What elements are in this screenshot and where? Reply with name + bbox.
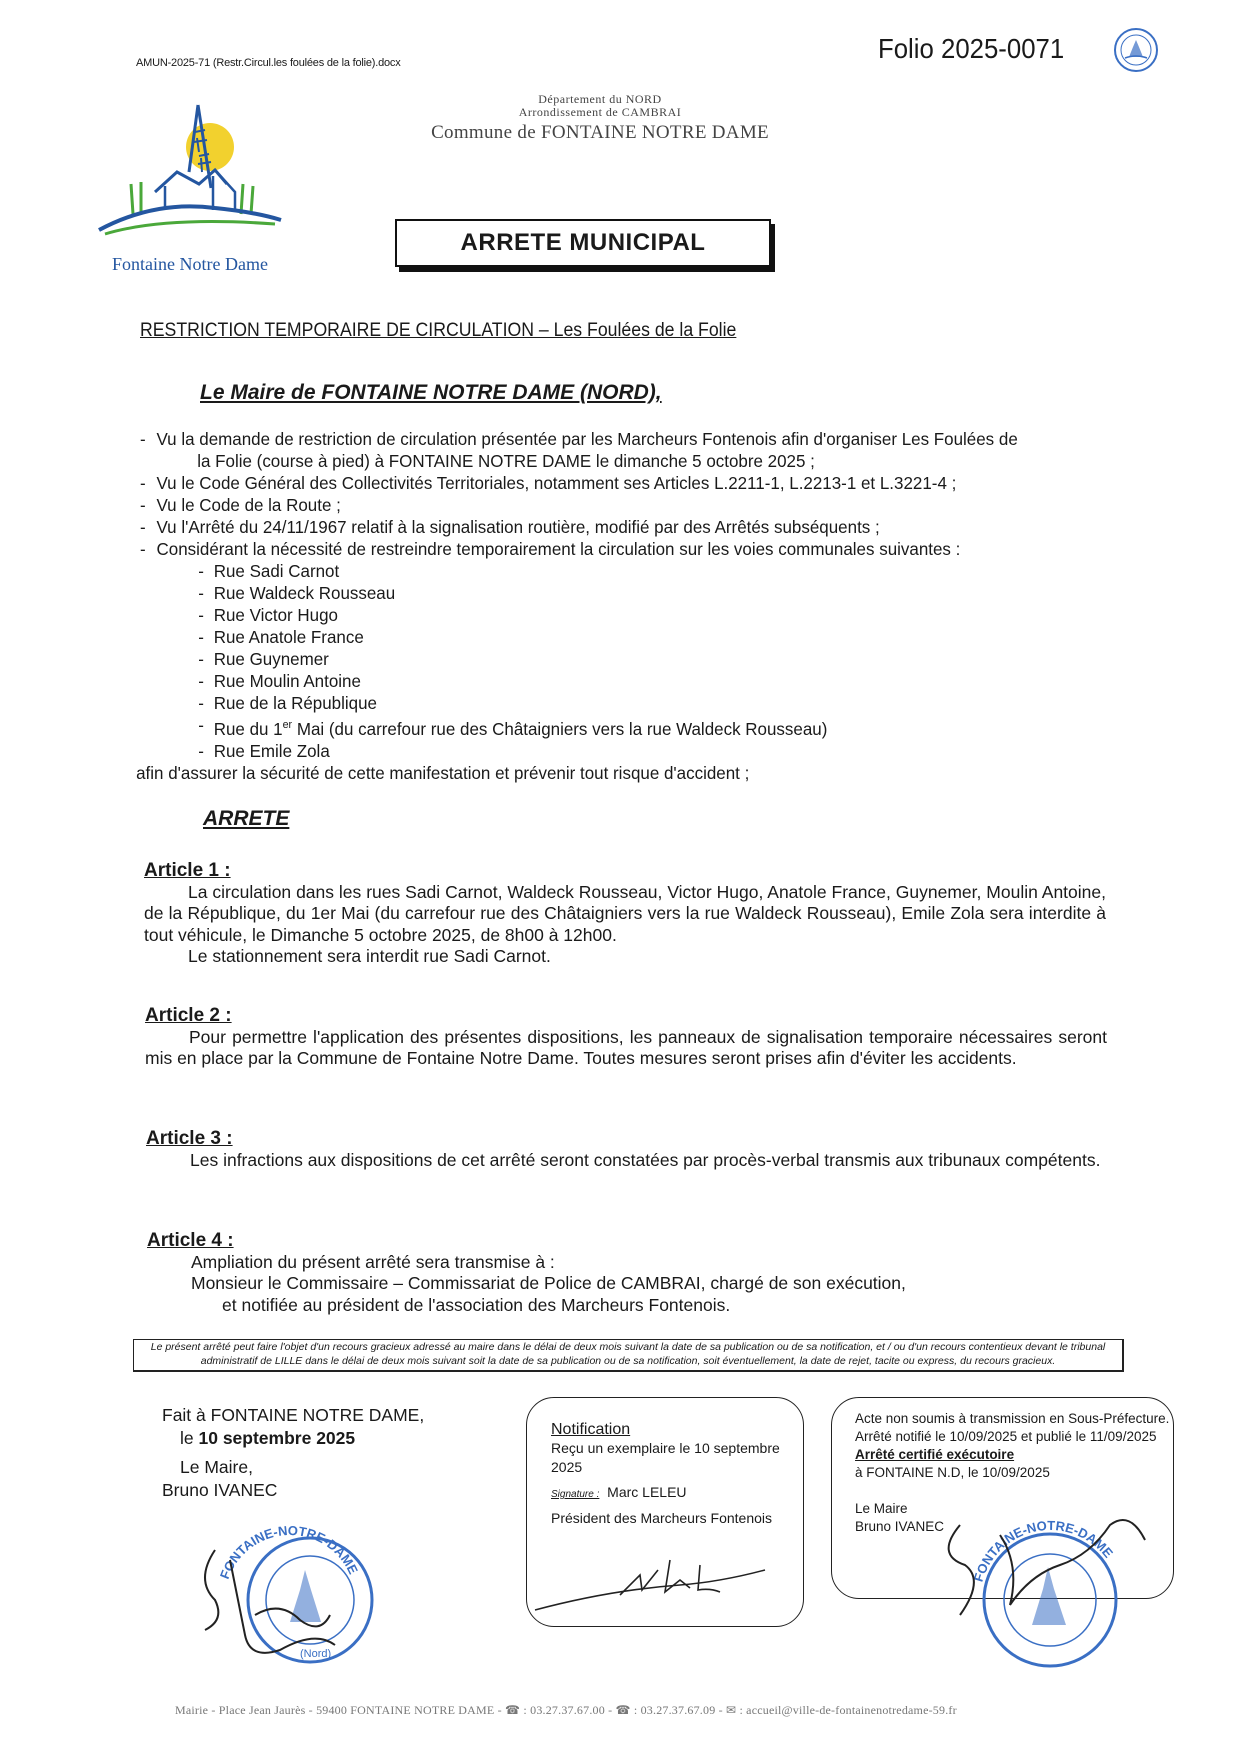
article-1 [144, 860, 1106, 968]
street-item: - Rue Emile Zola [198, 740, 1052, 762]
commune-line: Commune de FONTAINE NOTRE DAME [431, 122, 769, 143]
arrete-heading: ARRETE [203, 807, 290, 830]
article-2 [145, 1005, 1107, 1070]
afin-line: afin d'assurer la sécurité de cette manifestation et prévenir tout risque d'accident ; [136, 762, 750, 783]
maire-name: Bruno IVANEC [162, 1480, 278, 1500]
document-title: ARRETE MUNICIPAL [460, 229, 706, 256]
date-prefix: le [180, 1428, 194, 1448]
street-item: - Rue Victor Hugo [198, 604, 1052, 626]
article-3 [146, 1128, 1108, 1171]
recours-line: Le présent arrêté peut faire l'objet d'un recours gracieux adressé au maire dans le délai de deux mois suivant la date de sa publication ou de sa notification, et / ou d'un recours contentieux devant le tribunal [150, 1341, 1106, 1353]
vu-item: - Vu le Code de la Route ; [140, 494, 1052, 516]
department-header [400, 92, 800, 144]
article-4 [147, 1230, 1109, 1316]
seal-text: FONTAINE-NOTRE-DAME [216, 1522, 361, 1581]
signature-label: Signature : [551, 1489, 600, 1500]
signature-block [162, 1404, 424, 1502]
vu-item: - Vu la demande de restriction de circulation présentée par les Marcheurs Fontenois afin d'organiser Les Foulées de [140, 428, 1052, 450]
street-1mai-b: Mai (du carrefour rue des Châtaigniers vers la rue Waldeck Rousseau) [292, 718, 828, 739]
street-item: - Rue Anatole France [198, 626, 1052, 648]
article-title: Article 1 : [144, 860, 231, 881]
street-list [140, 560, 1052, 762]
notification-signer: Marc LELEU [607, 1484, 687, 1500]
vu-item-continued: la Folie (course à pied) à FONTAINE NOTRE DAME le dimanche 5 octobre 2025 ; [197, 451, 815, 471]
article-title: Article 3 : [146, 1128, 233, 1149]
acte-line: Arrêté notifié le 10/09/2025 et publié le 11/09/2025 [855, 1429, 1157, 1444]
article-text: La circulation dans les rues Sadi Carnot, Waldeck Rousseau, Victor Hugo, Anatole France, Guynemer, Moulin Antoine, de la République, du 1er Mai (du carrefour rue des Châtaigniers vers la rue Waldeck Rousseau), Emile Zola sera interdite à tout véhicule, le Dimanche 5 octobre 2025, de 8h00 à 12h00. [144, 881, 1106, 945]
article-text: Pour permettre l'application des présentes dispositions, les panneaux de signalisation temporaire nécessaires seront mis en place par la Commune de Fontaine Notre Dame. Toutes mesures seront prises afin d'éviter les accidents. [145, 1026, 1107, 1068]
vu-item: - Vu le Code Général des Collectivités Territoriales, notamment ses Articles L.2211-1, L.2213-1 et L.3221-4 ; [140, 472, 1052, 494]
acte-certified: Arrêté certifié exécutoire [855, 1447, 1015, 1462]
recours-line: administratif de LILLE dans le délai de deux mois suivant soit la date de sa publication ou de sa notification, soit éventuellement, la date de rejet, tacite ou express, du recours gracieux. [200, 1354, 1056, 1367]
arrondissement-line: Arrondissement de CAMBRAI [518, 105, 682, 119]
maire-heading: Le Maire de FONTAINE NOTRE DAME (NORD), [200, 381, 662, 404]
street-item: - Rue Waldeck Rousseau [198, 582, 1052, 604]
acte-maire: Le Maire [855, 1501, 908, 1516]
date-line [162, 1427, 424, 1450]
article-title: Article 2 : [145, 1005, 232, 1026]
notification-role: Président des Marcheurs Fontenois [551, 1510, 772, 1526]
notification-signature-icon [530, 1540, 780, 1620]
seal-top-icon [1113, 27, 1159, 73]
maire-role: Le Maire, [180, 1457, 253, 1477]
street-item [198, 714, 1052, 740]
department-line: Département du NORD [538, 92, 662, 106]
page-footer: Mairie - Place Jean Jaurès - 59400 FONTAINE NOTRE DAME - ☎ : 03.27.37.67.00 - ☎ : 03.27.37.67.09 - ✉ : accueil@ville-de-fontainenotredame-59.fr [175, 1703, 957, 1717]
article-text: Les infractions aux dispositions de cet arrêté seront constatées par procès-verbal transmis aux tribunaux compétents. [190, 1149, 1101, 1170]
considerant-item: - Considérant la nécessité de restreindre temporairement la circulation sur les voies communales suivantes : [140, 538, 1052, 560]
commune-logo-icon [95, 92, 285, 252]
article-text: et notifiée au président de l'association des Marcheurs Fontenois. [222, 1294, 731, 1315]
considerants-block [136, 428, 1052, 784]
street-item: - Rue Guynemer [198, 648, 1052, 670]
vu-item: - Vu l'Arrêté du 24/11/1967 relatif à la signalisation routière, modifié par des Arrêtés subséquents ; [140, 516, 1052, 538]
folio-number: Folio 2025-0071 [878, 33, 1065, 64]
acte-line: Acte non soumis à transmission en Sous-Préfecture. [855, 1411, 1170, 1426]
fait-line: Fait à FONTAINE NOTRE DAME, [162, 1405, 425, 1425]
signature-date: 10 septembre 2025 [198, 1428, 356, 1448]
street-1mai-sup: er [282, 719, 293, 731]
street-1mai-a: Rue du 1 [213, 718, 283, 739]
article-text: Ampliation du présent arrêté sera transmise à : [191, 1251, 555, 1272]
title-box [395, 219, 771, 267]
notification-title: Notification [551, 1421, 631, 1438]
seal-text: FONTAINE-NOTRE-DAME [970, 1517, 1116, 1584]
acte-line: à FONTAINE N.D, le 10/09/2025 [855, 1465, 1050, 1480]
document-filename: AMUN-2025-71 (Restr.Circul.les foulées de la folie).docx [136, 57, 401, 69]
subject-line: RESTRICTION TEMPORAIRE DE CIRCULATION – Les Foulées de la Folie [140, 320, 737, 341]
svg-text:FONTAINE-NOTRE-DAME [217, 1523, 361, 1581]
article-title: Article 4 : [147, 1230, 234, 1251]
article-text: Monsieur le Commissaire – Commissariat de Police de CAMBRAI, chargé de son exécution, [191, 1273, 906, 1293]
notification-recu: Reçu un exemplaire le 10 septembre 2025 [551, 1440, 780, 1475]
street-item: - Rue de la République [198, 692, 1052, 714]
logo-caption: Fontaine Notre Dame [112, 254, 268, 274]
notification-signature-line [551, 1483, 791, 1504]
acte-seal-icon [940, 1505, 1170, 1670]
recours-notice [133, 1339, 1124, 1372]
article-text: Le stationnement sera interdit rue Sadi Carnot. [188, 946, 551, 966]
mayor-seal-icon [185, 1510, 395, 1670]
acte-maire-name: Bruno IVANEC [855, 1519, 945, 1534]
street-item: - Rue Sadi Carnot [198, 560, 1052, 582]
seal-subtext: (Nord) [300, 1648, 332, 1660]
street-item: - Rue Moulin Antoine [198, 670, 1052, 692]
notification-content [551, 1420, 791, 1528]
